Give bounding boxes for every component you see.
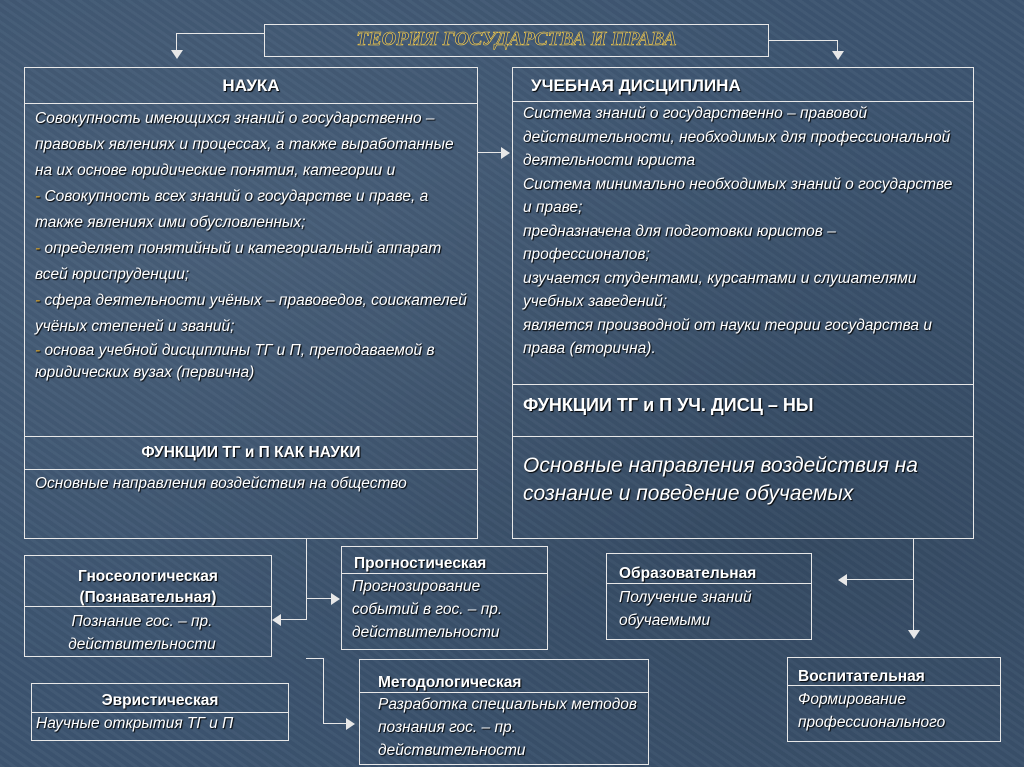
list-item: - сфера деятельности учёных – правоведов, соискателей учёных степеней и званий; xyxy=(35,292,467,335)
connector-line xyxy=(323,658,324,724)
prognos-title: Прогностическая xyxy=(354,555,487,572)
list-item: предназначена для подготовки юристов – профессионалов; xyxy=(523,222,836,263)
upbring-box xyxy=(787,657,1001,742)
connector-line xyxy=(323,723,347,724)
divider xyxy=(788,685,1000,686)
arrow-down-icon xyxy=(908,630,920,639)
connector-line xyxy=(280,619,307,620)
science-functions-header: ФУНКЦИИ ТГ и П КАК НАУКИ xyxy=(141,444,361,461)
connector-line xyxy=(478,152,502,153)
connector-line xyxy=(306,598,332,599)
heuristic-box xyxy=(31,683,289,741)
page-title: ТЕОРИЯ ГОСУДАРСТВА И ПРАВА xyxy=(356,28,677,50)
list-item: - Совокупность всех знаний о государстве и праве, а также явлениях ими обусловленных; xyxy=(35,188,429,231)
connector-line xyxy=(176,33,264,34)
heuristic-text: Научные открытия ТГ и П xyxy=(36,715,234,732)
divider xyxy=(25,436,477,437)
arrow-left-icon xyxy=(272,614,281,626)
arrow-right-icon xyxy=(331,593,340,605)
list-item: является производной от науки теории государства и права (вторична). xyxy=(523,316,932,357)
list-item: Система знаний о государственно – правовой действительности, необходимых для профессиональной деятельности юриста xyxy=(523,105,951,169)
divider xyxy=(513,436,973,437)
gnoseo-box xyxy=(24,555,272,657)
arrow-down-icon xyxy=(171,50,183,59)
discipline-box xyxy=(512,67,974,539)
method-text: Разработка специальных методов познания гос. – пр. действительности xyxy=(378,696,637,759)
heuristic-title: Эвристическая xyxy=(101,692,219,709)
title-box xyxy=(264,24,769,57)
divider xyxy=(342,573,547,574)
connector-line xyxy=(306,539,307,619)
educ-box xyxy=(606,553,812,640)
connector-line xyxy=(846,579,914,580)
educ-text: Получение знаний обучаемыми xyxy=(619,589,752,629)
list-item: - определяет понятийный и категориальный аппарат всей юриспруденции; xyxy=(35,240,442,283)
arrow-left-icon xyxy=(838,574,847,586)
arrow-right-icon xyxy=(501,147,510,159)
science-box xyxy=(24,67,478,539)
discipline-functions-header: ФУНКЦИИ ТГ и П УЧ. ДИСЦ – НЫ xyxy=(523,395,814,415)
connector-line xyxy=(306,658,324,659)
connector-line xyxy=(176,33,177,51)
method-title: Методологическая xyxy=(378,674,522,691)
discipline-functions-text: Основные направления воздействия на сознание и поведение обучаемых xyxy=(523,454,918,505)
divider xyxy=(513,384,973,385)
method-box xyxy=(359,659,649,765)
gnoseo-title: Гносеологическая (Познавательная) xyxy=(78,568,218,606)
science-header: НАУКА xyxy=(222,76,280,95)
science-content xyxy=(35,106,471,384)
divider xyxy=(25,469,477,470)
science-intro: Совокупность имеющихся знаний о государственно – правовых явлениях и процессах, а также выработанные на их основе юридические понятия, категории и xyxy=(35,110,454,179)
divider xyxy=(25,103,477,104)
discipline-header: УЧЕБНАЯ ДИСЦИПЛИНА xyxy=(531,76,741,95)
prognos-text: Прогнозирование событий в гос. – пр. действительности xyxy=(352,578,503,641)
educ-title: Образовательная xyxy=(619,565,757,582)
upbring-title: Воспитательная xyxy=(798,668,925,685)
divider xyxy=(607,583,811,584)
connector-line xyxy=(769,40,838,41)
connector-line xyxy=(913,539,914,631)
arrow-down-icon xyxy=(832,51,844,60)
list-item: изучается студентами, курсантами и слушателями учебных заведений; xyxy=(523,269,917,310)
divider xyxy=(25,606,271,607)
divider xyxy=(32,712,288,713)
science-functions-text: Основные направления воздействия на общество xyxy=(35,475,407,492)
discipline-content xyxy=(523,102,965,361)
gnoseo-text: Познание гос. – пр. действительности xyxy=(68,613,216,653)
list-item: Система минимально необходимых знаний о государстве и праве; xyxy=(523,175,953,216)
arrow-right-icon xyxy=(346,718,355,730)
prognos-box xyxy=(341,546,548,650)
list-item: - основа учебной дисциплины ТГ и П, преподаваемой в юридических вузах (первична) xyxy=(35,342,435,381)
upbring-text: Формирование профессионального xyxy=(798,691,946,731)
